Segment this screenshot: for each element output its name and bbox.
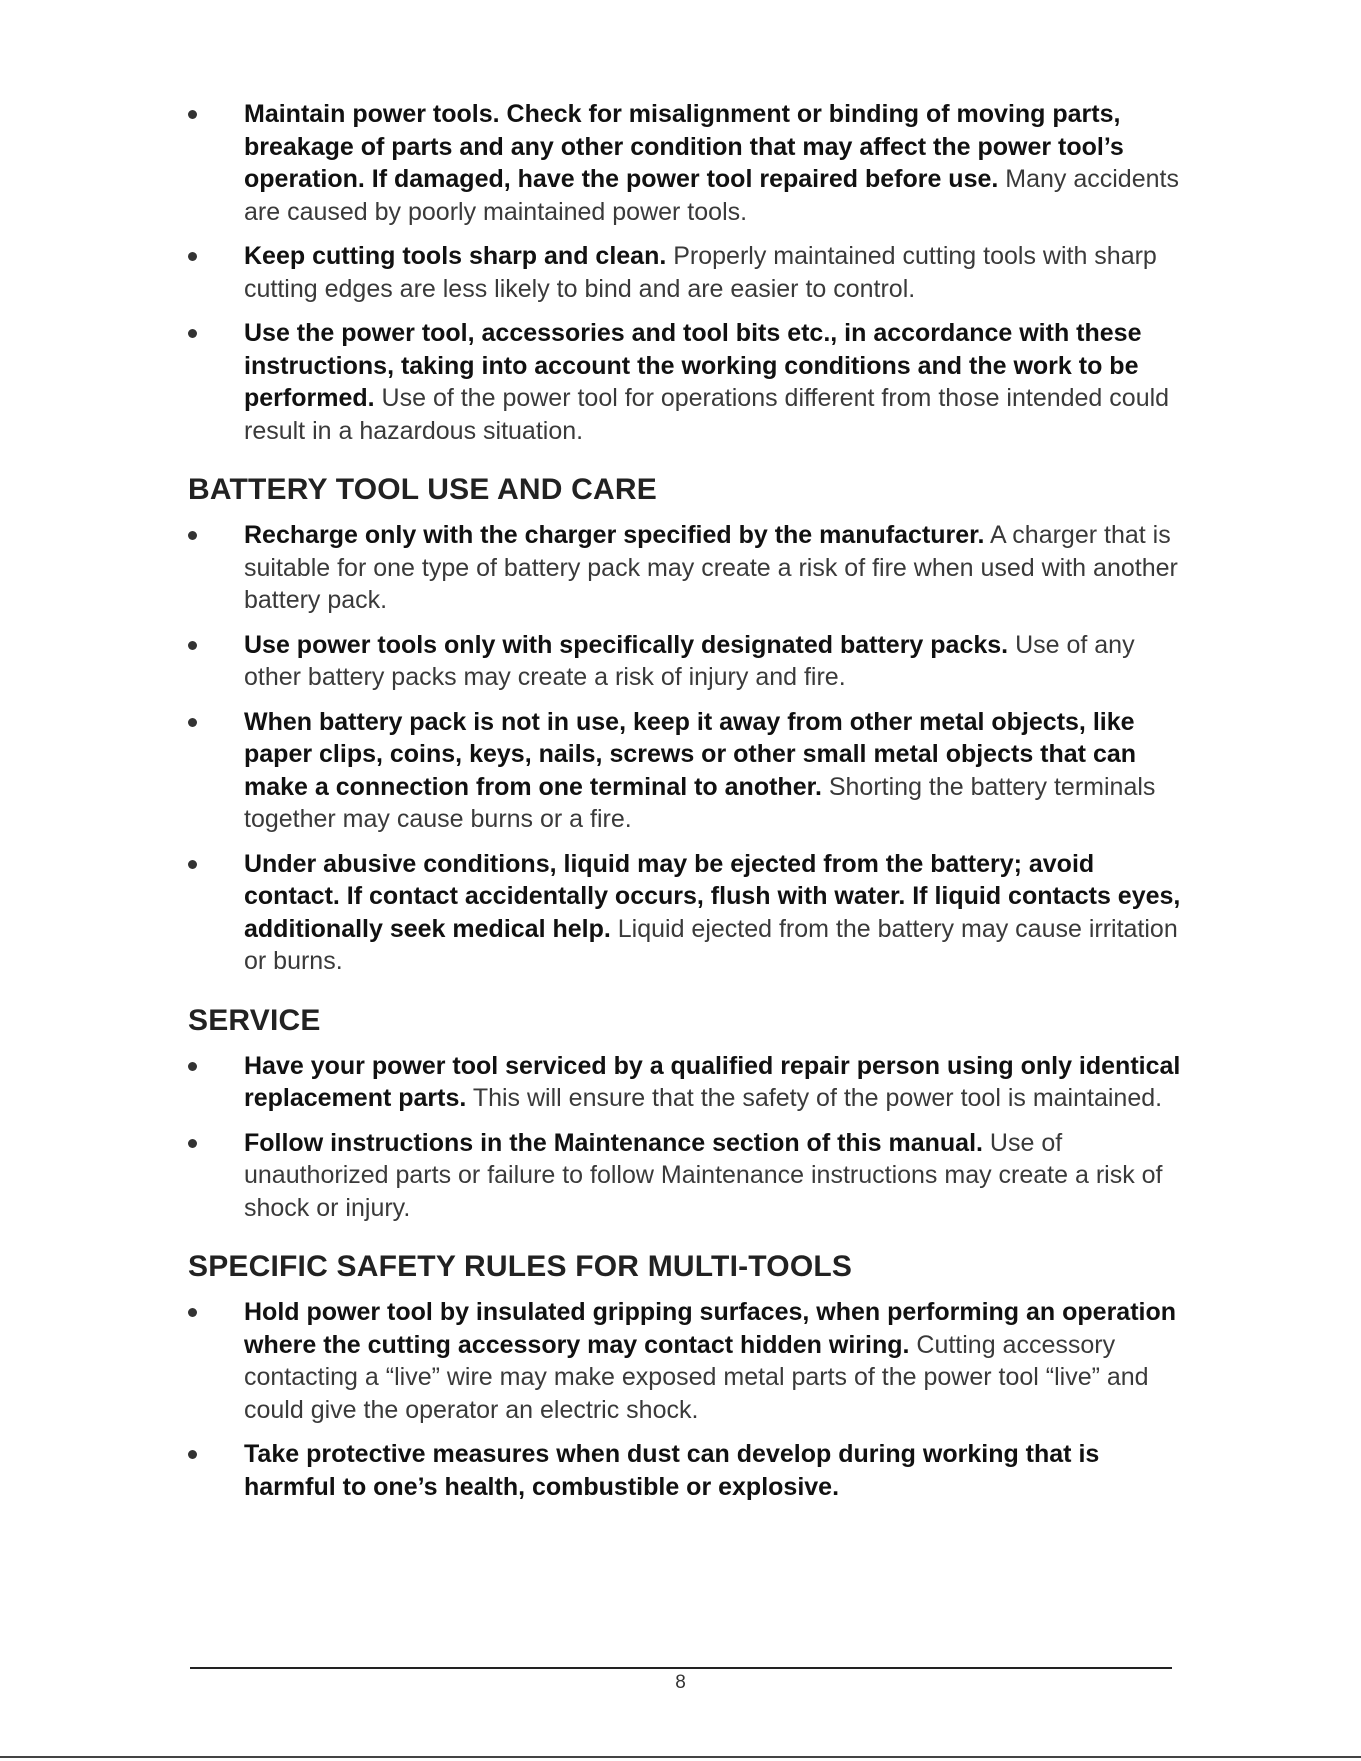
list-item	[188, 706, 1188, 836]
rule-explanation: This will ensure that the safety of the power tool is maintained.	[466, 1084, 1163, 1112]
list-item	[188, 1050, 1188, 1115]
rule-explanation: Shorting the battery terminals together may cause burns or a fire.	[244, 772, 1156, 833]
footer-divider	[190, 1667, 1172, 1669]
rule-explanation: Properly maintained cutting tools with sharp cutting edges are less likely to bind and are easier to control.	[244, 242, 1157, 303]
list-item	[188, 629, 1188, 694]
page-number: 8	[675, 1672, 686, 1693]
page-bottom-edge	[0, 1756, 1361, 1758]
rule-bold-text: Have your power tool serviced by a qualified repair person using only identical replacement parts.	[244, 1051, 1181, 1112]
page-content	[188, 98, 1188, 1515]
list-item	[188, 240, 1188, 305]
rule-explanation: Liquid ejected from the battery may cause irritation or burns.	[244, 914, 1178, 975]
list-item	[188, 317, 1188, 447]
rule-explanation: Cutting accessory contacting a “live” wire may make exposed metal parts of the power tool “live” and could give the operator an electric shock.	[244, 1330, 1149, 1424]
section-heading-battery: BATTERY TOOL USE AND CARE	[188, 473, 657, 506]
rule-bold-text: Follow instructions in the Maintenance section of this manual.	[244, 1128, 983, 1157]
bullet-icon	[188, 1450, 197, 1459]
list-item	[188, 519, 1188, 617]
rule-bold-text: Recharge only with the charger specified by the manufacturer.	[244, 521, 985, 549]
bullet-icon	[188, 718, 197, 727]
rule-bold-text: Hold power tool by insulated gripping surfaces, when performing an operation where the cutting accessory may contact hidden wiring.	[244, 1298, 1177, 1359]
battery-list	[188, 519, 1188, 978]
bullet-icon	[188, 860, 197, 869]
rule-explanation: Use of the power tool for operations different from those intended could result in a hazardous situation.	[244, 384, 1170, 445]
rule-bold-text: Keep cutting tools sharp and clean.	[244, 242, 667, 270]
list-item	[188, 1296, 1188, 1426]
service-list	[188, 1050, 1188, 1225]
rule-bold-text: Under abusive conditions, liquid may be ejected from the battery; avoid contact. If contact accidentally occurs, flush with water. If liquid contacts eyes, additionally seek medical help.	[244, 849, 1181, 943]
list-item	[188, 848, 1188, 978]
section-heading-multitools: SPECIFIC SAFETY RULES FOR MULTI-TOOLS	[188, 1250, 853, 1283]
bullet-icon	[188, 1308, 197, 1317]
rule-explanation: Use of unauthorized parts or failure to follow Maintenance instructions may create a risk of shock or injury.	[244, 1128, 1163, 1222]
rule-bold-text: When battery pack is not in use, keep it away from other metal objects, like paper clips, coins, keys, nails, screws or other small metal objects that can make a connection from one terminal to another.	[244, 707, 1137, 801]
general-list	[188, 98, 1188, 447]
bullet-icon	[188, 329, 197, 338]
list-item	[188, 98, 1188, 228]
rule-bold-text: Take protective measures when dust can develop during working that is harmful to one’s health, combustible or explosive.	[244, 1440, 1100, 1501]
rule-explanation: Many accidents are caused by poorly maintained power tools.	[244, 165, 1179, 226]
bullet-icon	[188, 252, 197, 261]
bullet-icon	[188, 110, 197, 119]
list-item	[188, 1438, 1188, 1503]
list-item	[188, 1127, 1188, 1225]
bullet-icon	[188, 641, 197, 650]
rule-bold-text: Use the power tool, accessories and tool bits etc., in accordance with these instructions, taking into account the working conditions and the work to be performed.	[244, 319, 1142, 412]
bullet-icon	[188, 531, 197, 540]
bullet-icon	[188, 1062, 197, 1071]
section-heading-service: SERVICE	[188, 1003, 321, 1037]
rule-bold-text: Use power tools only with specifically designated battery packs.	[244, 630, 1009, 659]
rule-explanation: Use of any other battery packs may create a risk of injury and fire.	[244, 630, 1135, 691]
multitools-list	[188, 1296, 1188, 1503]
rule-bold-text: Maintain power tools. Check for misalignment or binding of moving parts, breakage of parts and any other condition that may affect the power tool’s operation. If damaged, have the power tool repaired before use.	[244, 100, 1124, 193]
rule-explanation: A charger that is suitable for one type of battery pack may create a risk of fire when used with another battery pack.	[244, 521, 1178, 614]
bullet-icon	[188, 1139, 197, 1148]
